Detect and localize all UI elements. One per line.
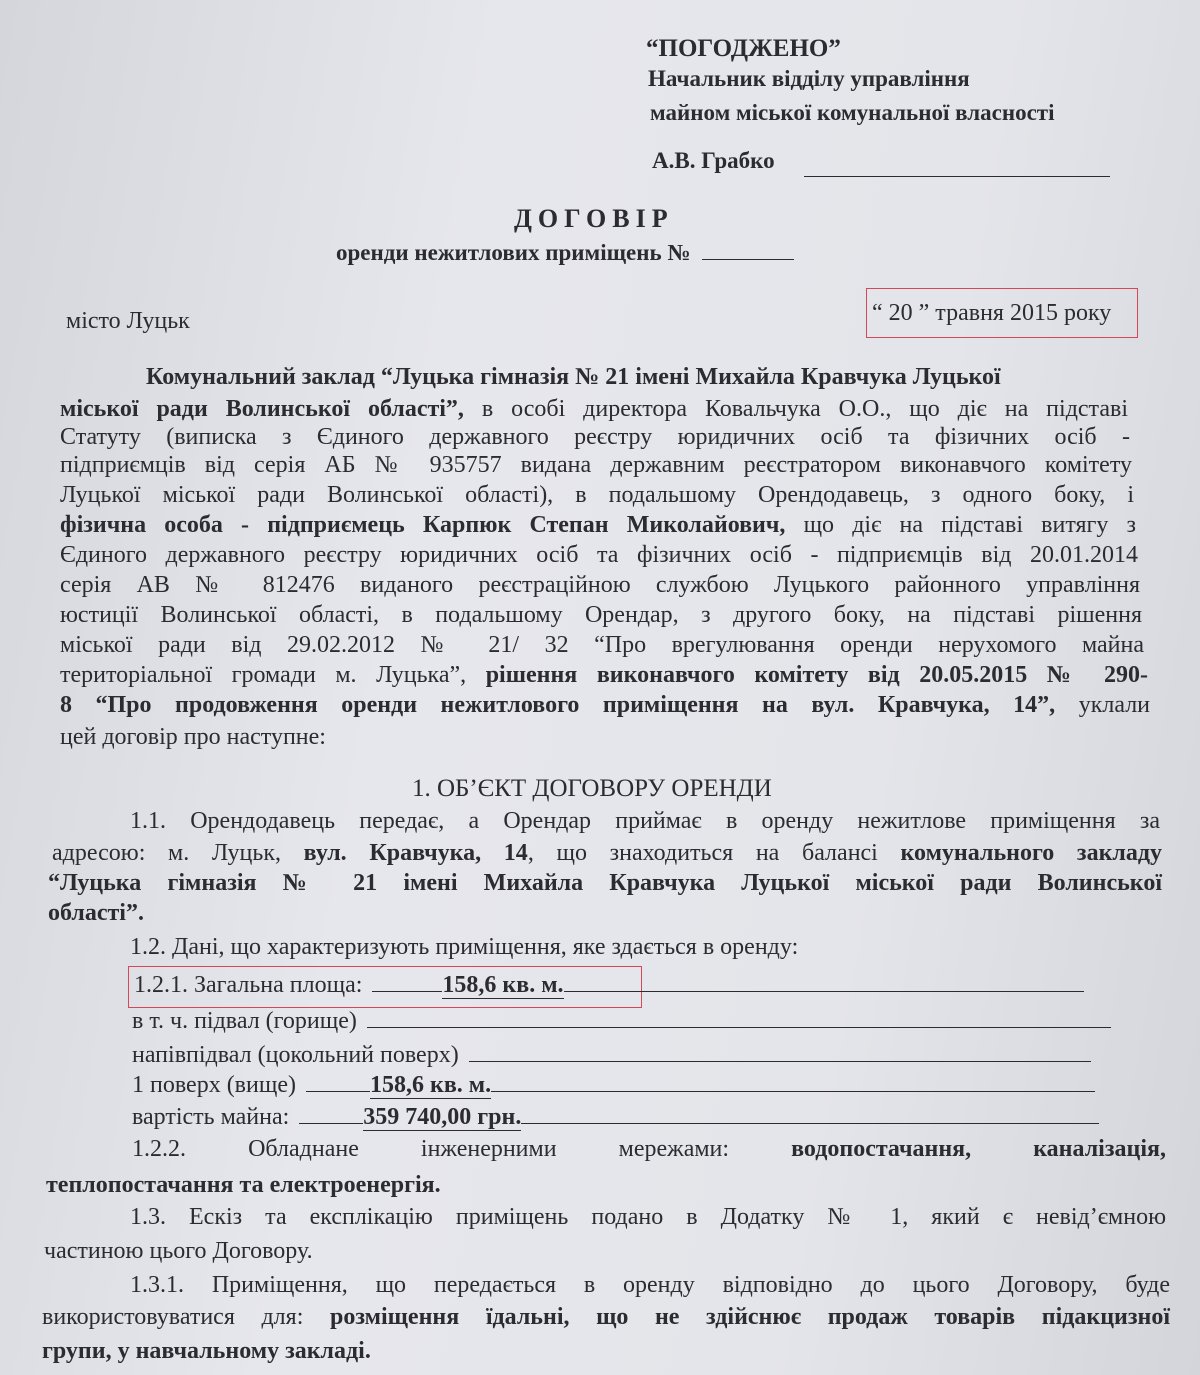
floor-blank-pre <box>306 1071 370 1092</box>
signature-line <box>804 176 1110 177</box>
clause-1-1-line4: області”. <box>48 900 144 926</box>
clause-1-3-line2: частиною цього Договору. <box>44 1238 313 1264</box>
area-blank-pre <box>372 971 442 992</box>
area-value: 158,6 кв. м. <box>442 972 564 998</box>
clause-1-1-l2-a: адресою: м. Луцьк, <box>52 840 304 866</box>
area-row <box>134 970 1084 1000</box>
parties-line-9: юстиції Волинської області, в подальшому Орендар, з другого боку, на підставі рішення <box>60 602 1142 628</box>
contract-number-blank <box>702 239 794 260</box>
parties-line-8: серія АВ № 812476 виданого реєстраційною службою Луцького районного управління <box>60 572 1140 598</box>
floor-label: 1 поверх (вище) <box>132 1072 296 1098</box>
parties-line-7: Єдиного державного реєстру юридичних осіб та фізичних осіб - підприємців від 20.01.2014 <box>60 542 1138 568</box>
clause-1-1-line2 <box>52 838 1162 868</box>
parties-line-6 <box>60 510 1136 540</box>
floor-row <box>132 1070 1095 1100</box>
clause-1-1-street: вул. Кравчука, 14 <box>303 840 528 866</box>
clause-1-1-line3: “Луцька гімназія № 21 імені Михайла Кравчука Луцької міської ради Волинської <box>48 870 1162 896</box>
clause-1-1-line1: 1.1. Орендодавець передає, а Орендар приймає в оренду нежитлове приміщення за <box>130 808 1160 834</box>
clause-1-2-2-line1 <box>132 1134 1166 1164</box>
basement-blank <box>367 1007 1111 1028</box>
parties-line-2-rest: в особі директора Ковальчука О.О., що діє на підставі <box>481 396 1128 422</box>
area-label: 1.2.1. Загальна площа: <box>134 972 363 998</box>
value-blank-pre <box>299 1103 363 1124</box>
semibasement-label: напівпідвал (цокольний поверх) <box>132 1042 459 1068</box>
document-title: ДОГОВІР <box>514 204 674 233</box>
approval-role-line1: Начальник відділу управління <box>648 66 970 91</box>
area-blank-post <box>564 971 1084 992</box>
parties-line-1: Комунальний заклад “Луцька гімназія № 21 імені Михайла Кравчука Луцької <box>146 364 1001 390</box>
parties-line-10: міської ради від 29.02.2012 № 21/ 32 “Про врегулювання оренди нерухомого майна <box>60 632 1144 658</box>
subtitle-text: оренди нежитлових приміщень № <box>336 240 691 265</box>
city-label: місто Луцьк <box>66 308 190 334</box>
clause-1-1-holder: комунального закладу <box>900 840 1162 866</box>
basement-row <box>132 1006 1111 1036</box>
clause-1-1-l2-b: , що знаходиться на балансі <box>527 840 901 866</box>
clause-1-3-1-line1: 1.3.1. Приміщення, що передається в оренду відповідно до цього Договору, буде <box>130 1272 1170 1298</box>
approval-role-line2: майном міської комунальної власності <box>650 100 1055 125</box>
semibasement-row <box>132 1040 1091 1070</box>
contract-date: “ 20 ” травня 2015 року <box>872 300 1112 326</box>
parties-line-6-rest: що діє на підставі витягу з <box>803 512 1136 538</box>
parties-line-4: підприємців від серія АБ № 935757 видана державним реєстратором виконавчого комітету <box>60 452 1132 478</box>
document-subtitle <box>336 238 794 268</box>
clause-1-2: 1.2. Дані, що характеризують приміщення, яке здається в оренду: <box>130 934 799 960</box>
executive-decision: рішення виконавчого комітету від 20.05.2015 № 290- <box>485 662 1148 688</box>
floor-blank-post <box>491 1071 1095 1092</box>
parties-line-13: цей договір про наступне: <box>60 724 326 750</box>
decision-title: 8 “Про продовження оренди нежитлового приміщення на вул. Кравчука, 14”, <box>60 692 1056 718</box>
clause-1-2-2-line2: теплопостачання та електроенергія. <box>46 1172 441 1198</box>
clause-1-3-1-line3: групи, у навчальному закладі. <box>42 1338 371 1364</box>
clause-1-3-1-purpose: розміщення їдальні, що не здійснює продаж товарів підакцизної <box>329 1304 1171 1330</box>
parties-line-12 <box>60 690 1150 720</box>
parties-line-12-rest: уклали <box>1078 692 1151 718</box>
clause-1-3-line1: 1.3. Ескіз та експлікацію приміщень подано в Додатку № 1, який є невід’ємною <box>130 1204 1166 1230</box>
basement-label: в т. ч. підвал (горище) <box>132 1008 357 1034</box>
section-1-heading: 1. ОБ’ЄКТ ДОГОВОРУ ОРЕНДИ <box>412 775 772 802</box>
value-label: вартість майна: <box>132 1104 290 1130</box>
clause-1-3-1-l2-a: використовуватися для: <box>42 1304 330 1330</box>
property-value: 359 740,00 грн. <box>363 1104 522 1130</box>
clause-1-2-2-utilities: водопостачання, каналізація, <box>791 1136 1166 1162</box>
floor-value: 158,6 кв. м. <box>369 1072 492 1098</box>
value-row <box>132 1102 1099 1132</box>
approval-signer: А.В. Грабко <box>652 148 775 173</box>
party-name-continued: міської ради Волинської області”, <box>60 396 464 422</box>
clause-1-2-2-start: 1.2.2. Обладнане інженерними мережами: <box>132 1136 792 1162</box>
tenant-name: фізична особа - підприємець Карпюк Степан Миколайович, <box>60 512 786 538</box>
approval-stamp: “ПОГОДЖЕНО” <box>646 35 841 62</box>
semibasement-blank <box>469 1041 1091 1062</box>
parties-line-11-start: територіальної громади м. Луцька”, <box>60 662 486 688</box>
value-blank-post <box>521 1103 1099 1124</box>
clause-1-3-1-line2 <box>42 1302 1170 1332</box>
parties-line-3: Статуту (виписка з Єдиного державного реєстру юридичних осіб та фізичних осіб - <box>60 424 1130 450</box>
parties-line-5: Луцької міської ради Волинської області), в подальшому Орендодавець, з одного боку, і <box>60 482 1134 508</box>
parties-line-11 <box>60 660 1148 690</box>
parties-line-2 <box>60 394 1128 424</box>
